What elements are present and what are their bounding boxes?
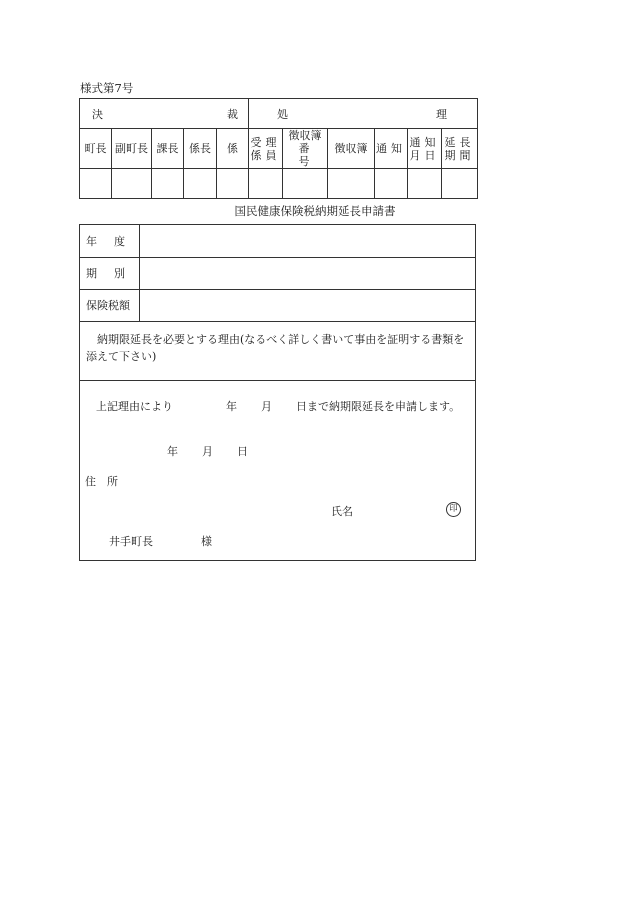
date-year: 年 (167, 445, 178, 458)
honorific: 様 (201, 535, 212, 548)
col-section-chief: 課長 (152, 129, 184, 169)
fiscal-year-label: 年 度 (80, 225, 140, 257)
stamp-cell[interactable] (152, 169, 184, 199)
period-row[interactable] (80, 257, 475, 290)
col-ledger: 徴収簿 (328, 129, 375, 169)
col-ledger-number: 徴収簿 番号 (283, 129, 328, 169)
date-day: 日 (237, 445, 248, 458)
stamp-cell[interactable] (184, 169, 217, 199)
stamp-cell[interactable] (328, 169, 375, 199)
processing-header: 処 理 (249, 99, 478, 129)
seal-mark: 印 (446, 502, 461, 517)
request-month: 月 (261, 400, 272, 413)
period-label: 期 別 (80, 257, 140, 289)
col-notice: 通知 (375, 129, 408, 169)
date-month: 月 (202, 445, 213, 458)
col-extension-period: 延長 期間 (442, 129, 478, 169)
application-form (79, 224, 476, 561)
col-deputy-mayor: 副町長 (112, 129, 152, 169)
approval-table (79, 98, 478, 199)
col-mayor: 町長 (80, 129, 112, 169)
col-receiver: 受理 係員 (249, 129, 283, 169)
stamp-cell[interactable] (375, 169, 408, 199)
col-unit-chief: 係長 (184, 129, 217, 169)
address-label-1: 住 (85, 475, 96, 488)
tax-amount-row[interactable] (80, 289, 475, 322)
stamp-cell[interactable] (408, 169, 442, 199)
request-year: 年 (226, 400, 237, 413)
form-title: 国民健康保険税納期延長申請書 (234, 204, 396, 218)
name-label: 氏名 (331, 505, 353, 518)
form-number: 様式第7号 (80, 81, 134, 95)
stamp-cell[interactable] (283, 169, 328, 199)
request-text-start: 上記理由により (96, 400, 173, 413)
col-notice-date: 通知 月日 (408, 129, 442, 169)
stamp-cell[interactable] (249, 169, 283, 199)
fiscal-year-row[interactable] (80, 225, 475, 258)
reason-field[interactable]: 納期限延長を必要とする理由(なるべく詳しく書いて事由を証明する書類を添えて下さい) (80, 321, 475, 381)
address-label-2: 所 (107, 475, 118, 488)
col-staff: 係 (217, 129, 249, 169)
stamp-cell[interactable] (112, 169, 152, 199)
stamp-cell[interactable] (217, 169, 249, 199)
decision-header: 決 裁 (80, 99, 249, 129)
stamp-cell[interactable] (80, 169, 112, 199)
addressee: 井手町長 (109, 535, 153, 548)
tax-amount-label: 保険税額 (80, 289, 140, 321)
stamp-cell[interactable] (442, 169, 478, 199)
request-text-end: 日まで納期限延長を申請します。 (296, 400, 461, 413)
